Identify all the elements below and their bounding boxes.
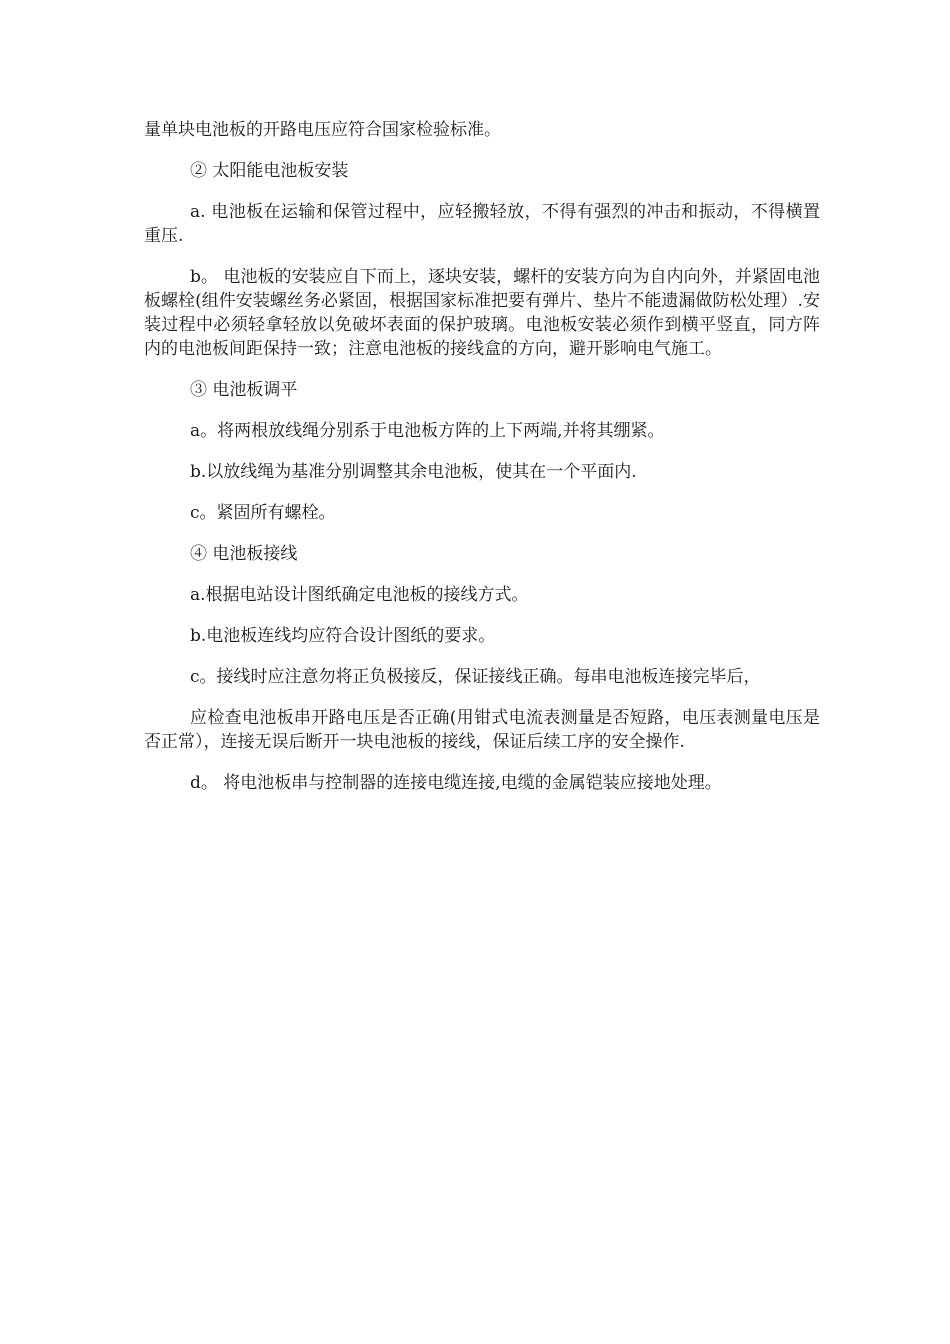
paragraph-wiring-a: a.根据电站设计图纸确定电池板的接线方式。 bbox=[190, 585, 529, 605]
section-heading-panel-installation: ② 太阳能电池板安装 bbox=[190, 161, 349, 181]
paragraph-leveling-b: b.以放线绳为基准分别调整其余电池板，使其在一个平面内. bbox=[190, 462, 637, 482]
paragraph-wiring-b: b.电池板连线均应符合设计图纸的要求。 bbox=[190, 626, 496, 646]
document-body bbox=[144, 118, 820, 812]
paragraph-installation-order: b。 电池板的安装应自下而上，逐块安装，螺杆的安装方向为自内向外，并紧固电池板螺栓(组件安装螺丝务必紧固，根据国家标准把要有弹片、垫片不能遗漏做防松处理）.安装过程中必须轻拿轻放以免破坏表面的保护玻璃。电池板安装必须作到横平竖直，同方阵内的电池板间距保持一致；注意电池板的接线盒的方向，避开影响电气施工。 bbox=[144, 267, 820, 359]
section-heading-panel-wiring: ④ 电池板接线 bbox=[190, 544, 298, 564]
paragraph-wiring-c: c。接线时应注意勿将正负极接反，保证接线正确。每串电池板连接完毕后， bbox=[190, 667, 761, 687]
paragraph-leveling-a: a。将两根放线绳分别系于电池板方阵的上下两端,并将其绷紧。 bbox=[190, 421, 665, 441]
paragraph-wiring-check: 应检查电池板串开路电压是否正确(用钳式电流表测量是否短路，电压表测量电压是否正常），连接无误后断开一块电池板的接线，保证后续工序的安全操作. bbox=[144, 708, 820, 752]
paragraph-transport: a. 电池板在运输和保管过程中，应轻搬轻放，不得有强烈的冲击和振动，不得横置重压. bbox=[144, 202, 820, 246]
section-heading-panel-leveling: ③ 电池板调平 bbox=[190, 380, 298, 400]
paragraph-continuation: 量单块电池板的开路电压应符合国家检验标准。 bbox=[144, 120, 501, 140]
paragraph-leveling-c: c。紧固所有螺栓。 bbox=[190, 503, 336, 523]
paragraph-wiring-d: d。 将电池板串与控制器的连接电缆连接,电缆的金属铠装应接地处理。 bbox=[190, 773, 722, 793]
